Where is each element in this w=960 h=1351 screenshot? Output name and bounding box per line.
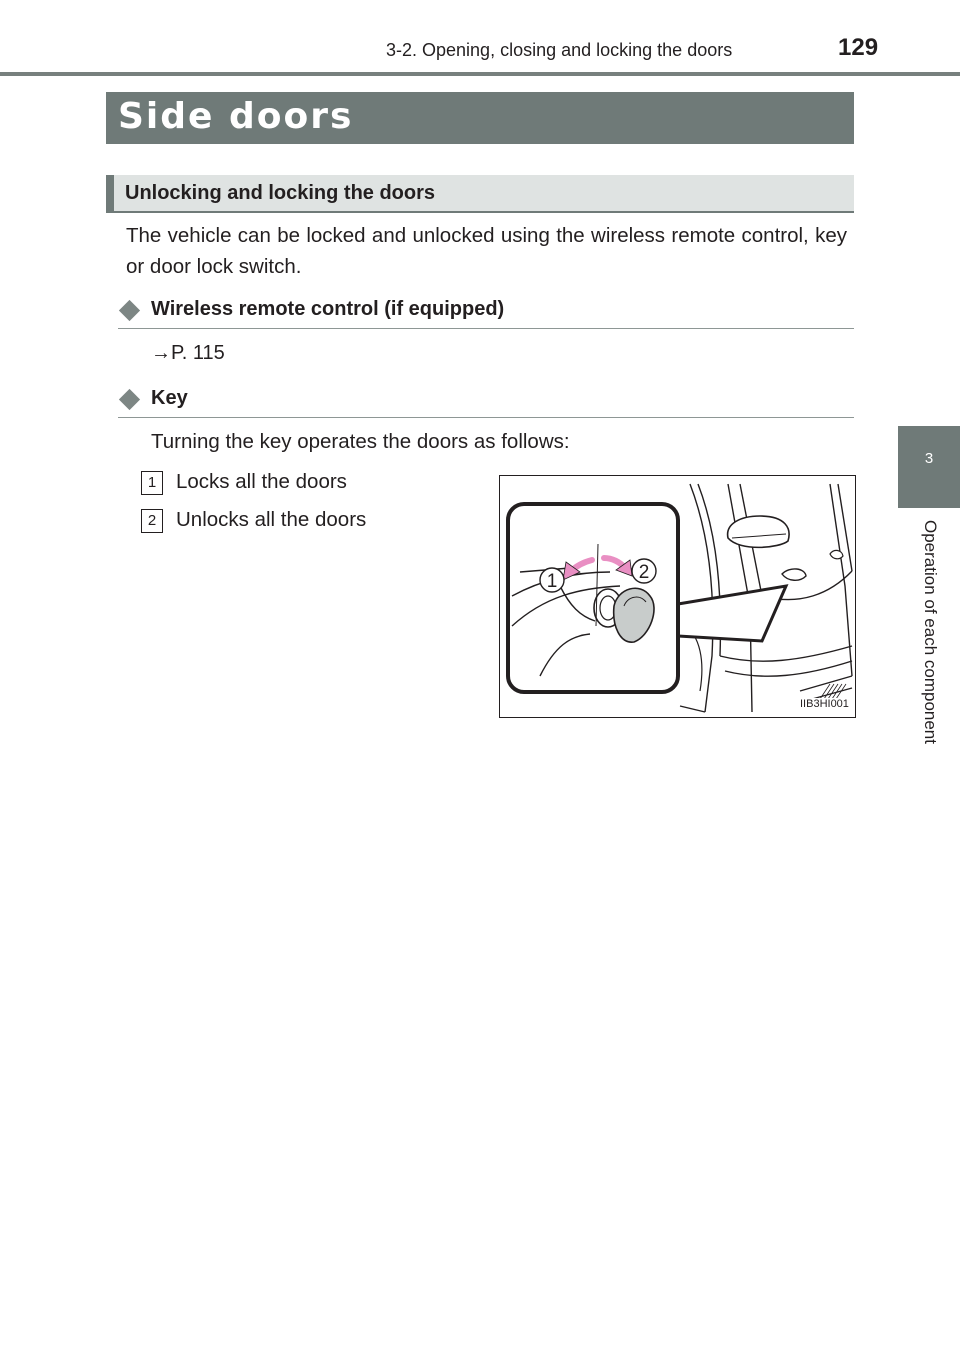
header-divider (0, 72, 960, 76)
wireless-heading: Wireless remote control (if equipped) (151, 298, 505, 320)
intro-paragraph: The vehicle can be locked and unlocked using the wireless remote control, key or door lock switch. (126, 224, 847, 278)
chapter-title: Operation of each component (921, 520, 940, 744)
list-item-text: Unlocks all the doors (176, 508, 367, 531)
subsection-heading: Unlocking and locking the doors (125, 182, 436, 204)
key-heading: Key (151, 387, 188, 409)
key-heading-rule (118, 417, 854, 418)
key-description: Turning the key operates the doors as follows: (151, 430, 570, 453)
diamond-bullet-icon (119, 389, 140, 410)
subsection-heading-bar (106, 175, 854, 213)
list-number-box: 2 (141, 509, 163, 533)
callout-1: 1 (546, 571, 558, 592)
callout-2: 2 (638, 562, 650, 583)
wireless-reference: →P. 115 (151, 342, 225, 364)
list-item-text: Locks all the doors (176, 470, 347, 493)
diamond-bullet-icon (119, 300, 140, 321)
wireless-heading-rule (118, 328, 854, 329)
subsection-accent (106, 175, 114, 211)
chapter-number: 3 (924, 450, 934, 467)
page-number: 129 (838, 34, 879, 61)
running-header: 3-2. Opening, closing and locking the doors (386, 40, 733, 60)
illustration-svg (500, 476, 855, 717)
chapter-tab (898, 426, 960, 508)
list-number-box: 1 (141, 471, 163, 495)
figure-code: IIB3HI001 (800, 698, 849, 710)
door-key-illustration (499, 475, 856, 718)
page-title-bar (106, 92, 854, 144)
page-title: Side doors (118, 96, 354, 137)
